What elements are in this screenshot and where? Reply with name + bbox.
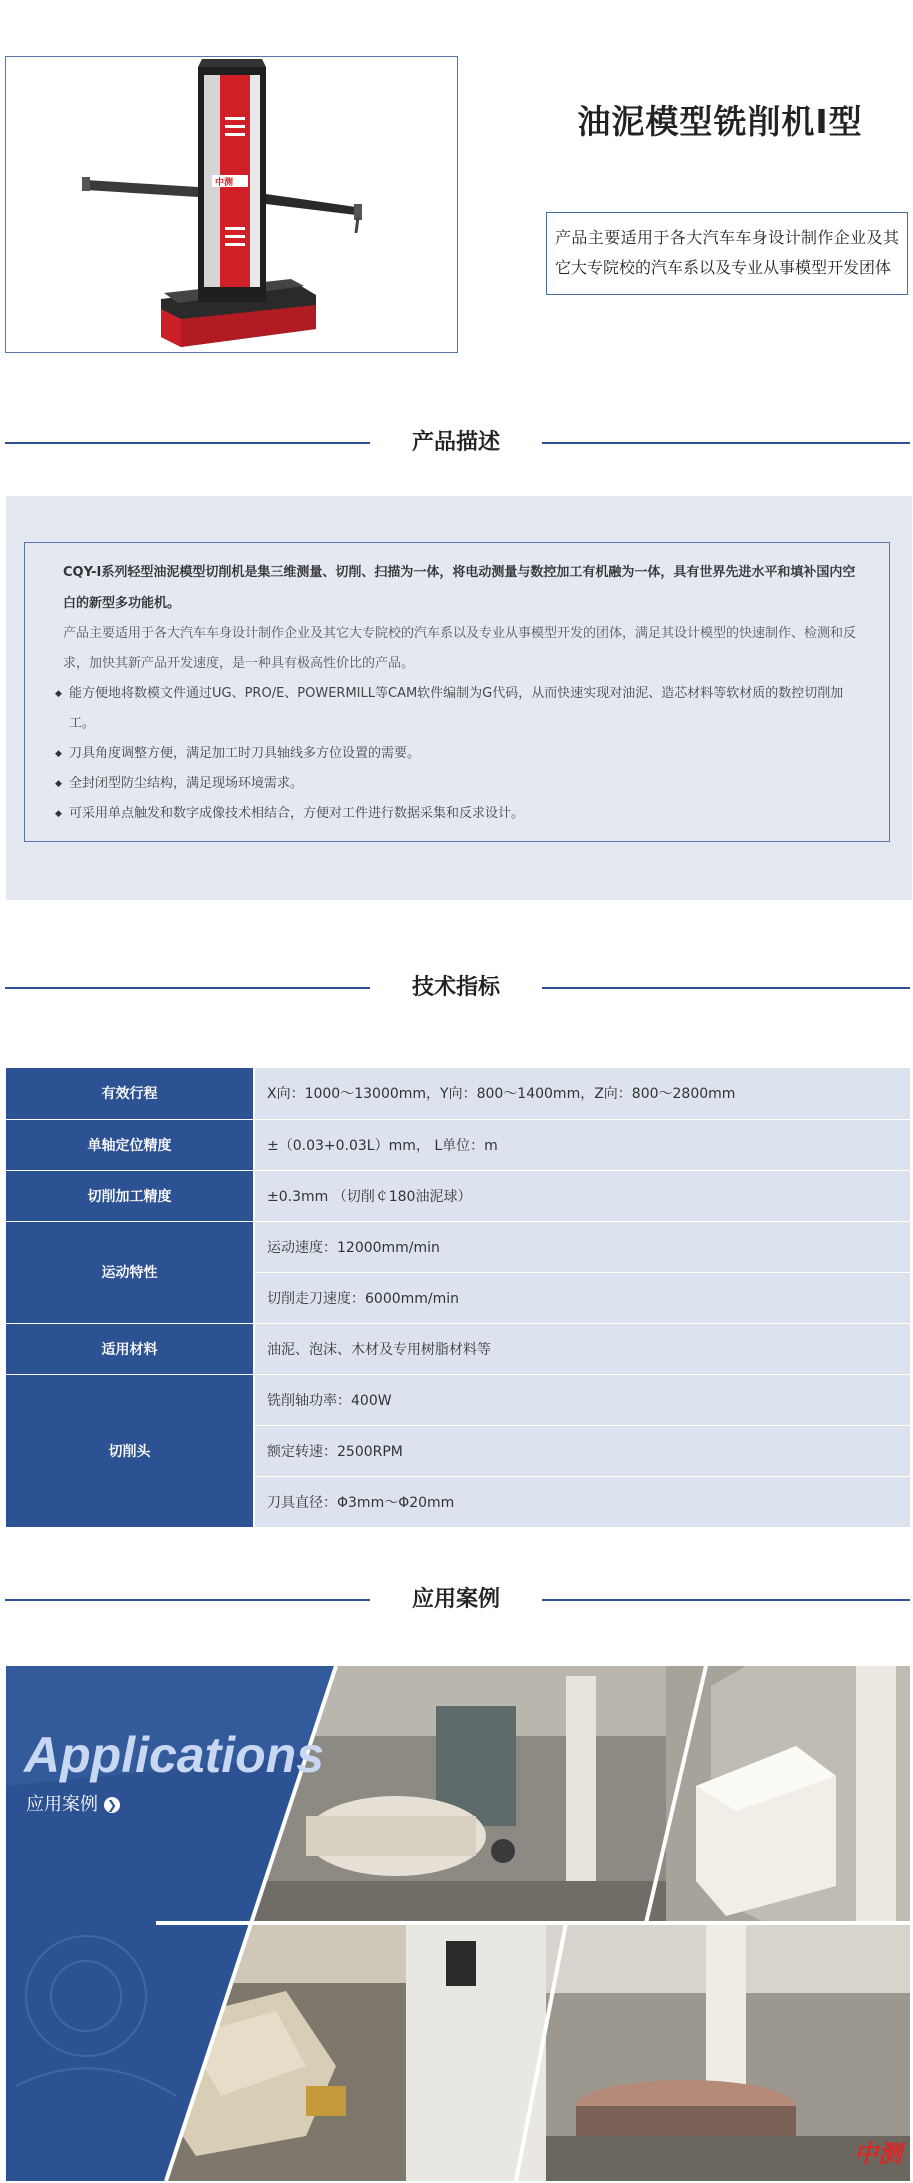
spec-value: 油泥、泡沫、木材及专用树脂材料等 bbox=[254, 1323, 910, 1374]
section-heading-specs bbox=[5, 968, 910, 1008]
heading-divider-right bbox=[542, 987, 910, 989]
list-item: ◆ 能方便地将数模文件通过UG、PRO/E、POWERMILL等CAM软件编制为G代码，从而快速实现对油泥、造芯材料等软材质的数控切削加工。 bbox=[55, 679, 865, 739]
applications-subtitle: 应用案例 bbox=[26, 1794, 98, 1815]
product-intro: 产品主要适用于各大汽车车身设计制作企业及其它大专院校的汽车系以及专业从事模型开发团体 bbox=[546, 212, 908, 295]
table-row bbox=[6, 1374, 910, 1425]
product-image bbox=[5, 56, 458, 353]
milling-machine-illustration bbox=[6, 57, 457, 352]
spec-label: 适用材料 bbox=[6, 1323, 254, 1374]
heading-divider-left bbox=[5, 442, 370, 444]
table-row bbox=[6, 1221, 910, 1272]
spec-label: 切削加工精度 bbox=[6, 1170, 254, 1221]
spec-value: ±（0.03+0.03L）mm， L单位：m bbox=[254, 1119, 910, 1170]
svg-text:中测: 中测 bbox=[215, 178, 234, 188]
applications-gallery bbox=[6, 1666, 910, 2181]
spec-value: 切削走刀速度：6000mm/min bbox=[254, 1272, 910, 1323]
description-box bbox=[24, 542, 890, 842]
spec-value: 额定转速：2500RPM bbox=[254, 1425, 910, 1476]
description-lead: CQY-I系列轻型油泥模型切削机是集三维测量、切削、扫描为一体，将电动测量与数控加工有机融为一体，具有世界先进水平和填补国内空白的新型多功能机。 bbox=[63, 565, 856, 611]
spec-value: 刀具直径：Φ3mm～Φ20mm bbox=[254, 1476, 910, 1527]
brand-logo: 中测 bbox=[854, 2140, 902, 2168]
description-paragraph: 产品主要适用于各大汽车车身设计制作企业及其它大专院校的汽车系以及专业从事模型开发的团体，满足其设计模型的快速制作、检测和反求，加快其新产品开发速度，是一种具有极高性价比的产品。 bbox=[63, 626, 857, 671]
heading-divider-right bbox=[542, 442, 910, 444]
table-row bbox=[6, 1170, 910, 1221]
product-title: 油泥模型铣削机I型 bbox=[577, 102, 863, 141]
spec-table bbox=[6, 1068, 910, 1528]
section-heading-description bbox=[5, 423, 910, 463]
chevron-right-icon: ❯ bbox=[104, 1797, 120, 1813]
table-row bbox=[6, 1119, 910, 1170]
applications-link[interactable] bbox=[26, 1790, 120, 1816]
heading-divider-left bbox=[5, 987, 370, 989]
spec-label: 运动特性 bbox=[6, 1221, 254, 1323]
section-title: 产品描述 bbox=[411, 430, 500, 455]
spec-value: 铣削轴功率：400W bbox=[254, 1374, 910, 1425]
section-heading-applications bbox=[5, 1580, 910, 1620]
list-item: ◆ 全封闭型防尘结构，满足现场环境需求。 bbox=[55, 769, 865, 799]
heading-divider-left bbox=[5, 1599, 370, 1601]
list-item: ◆ 可采用单点触发和数字成像技术相结合，方便对工件进行数据采集和反求设计。 bbox=[55, 799, 865, 829]
spec-value: ±0.3mm （切削￠180油泥球） bbox=[254, 1170, 910, 1221]
heading-divider-right bbox=[542, 1599, 910, 1601]
list-item: ◆ 刀具角度调整方便，满足加工时刀具轴线多方位设置的需要。 bbox=[55, 739, 865, 769]
spec-label: 单轴定位精度 bbox=[6, 1119, 254, 1170]
section-title: 技术指标 bbox=[411, 975, 500, 1000]
section-title: 应用案例 bbox=[411, 1587, 500, 1612]
table-row bbox=[6, 1323, 910, 1374]
spec-value: 运动速度：12000mm/min bbox=[254, 1221, 910, 1272]
description-panel bbox=[6, 496, 912, 900]
table-row bbox=[6, 1068, 910, 1119]
spec-label: 有效行程 bbox=[6, 1068, 254, 1119]
feature-list bbox=[55, 679, 865, 829]
case-photo-2 bbox=[666, 1666, 910, 1923]
spec-value: X向：1000～13000mm，Y向：800～1400mm，Z向：800～2800mm bbox=[254, 1068, 910, 1119]
spec-label: 切削头 bbox=[6, 1374, 254, 1527]
applications-title: Applications bbox=[24, 1727, 325, 1783]
